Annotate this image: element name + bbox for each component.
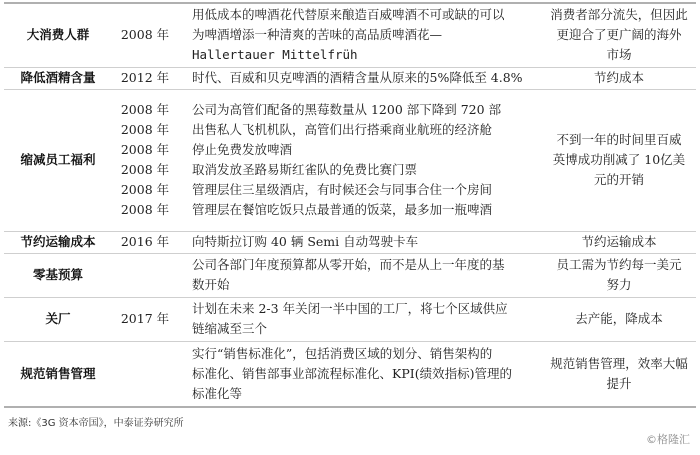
- description-line: 标准化、销售部事业部流程标准化、KPI(绩效指标)管理的: [192, 365, 512, 381]
- year-cell: 2012 年: [112, 67, 178, 89]
- description-cell: [178, 297, 542, 341]
- description-line: 数开始: [192, 277, 230, 292]
- table-row: [4, 3, 696, 67]
- source-note: 来源:《3G 资本帝国》，中泰证券研究所: [8, 418, 184, 429]
- description-cell: 向特斯拉订购 40 辆 Semi 自动驾驶卡车: [178, 231, 542, 253]
- result-cell: [542, 89, 696, 231]
- year-cell: 2016 年: [112, 231, 178, 253]
- description-cell: [178, 3, 542, 67]
- year-line: 2008 年: [120, 142, 170, 157]
- table-row: [4, 231, 696, 253]
- result-cell: [542, 3, 696, 67]
- year-line: 2008 年: [120, 122, 170, 137]
- description-line: 用低成本的啤酒花代替原来酿造百威啤酒不可或缺的可以: [192, 7, 505, 23]
- description-line: 计划在未来 2-3 年关闭一半中国的工厂，将七个区域供应: [192, 301, 508, 316]
- description-line: 管理层住三星级酒店，有时候还会与同事合住一个房间: [192, 182, 493, 197]
- year-line: 2008 年: [120, 202, 170, 217]
- description-line: 出售私人飞机机队，高管们出行搭乘商业航班的经济舱: [192, 122, 493, 137]
- category-cell: 降低酒精含量: [4, 67, 112, 89]
- table-row: [4, 253, 696, 297]
- result-line: 不到一年的时间里百威: [556, 132, 682, 147]
- year-line: 2008 年: [120, 182, 170, 197]
- description-line: Hallertauer Mittelfrüh: [192, 47, 358, 63]
- cost-measures-table: [4, 2, 696, 408]
- result-cell: 去产能，降成本: [542, 297, 696, 341]
- category-cell: 缩减员工福利: [4, 89, 112, 231]
- table-row: [4, 297, 696, 341]
- category-cell: 规范销售管理: [4, 341, 112, 407]
- watermark: ©格隆汇: [646, 433, 690, 446]
- year-cell: [112, 253, 178, 297]
- result-line: 消费者部分流失，但因此: [550, 7, 688, 23]
- description-line: 取消发放圣路易斯红雀队的免费比赛门票: [192, 162, 418, 177]
- description-line: 管理层在餐馆吃饭只点最普通的饭菜，最多加一瓶啤酒: [192, 202, 493, 217]
- table-row: [4, 67, 696, 89]
- category-cell: 大消费人群: [4, 3, 112, 67]
- description-line: 停止免费发放啤酒: [192, 142, 293, 157]
- result-cell: 节约成本: [542, 67, 696, 89]
- result-line: 员工需为节约每一美元: [556, 257, 682, 272]
- result-cell: [542, 253, 696, 297]
- description-line: 标准化等: [192, 385, 243, 401]
- description-line: 为啤酒增添一种清爽的苦味的高品质啤酒花—: [192, 27, 443, 43]
- result-line: 提升: [606, 375, 632, 391]
- description-line: 实行“销售标准化”，包括消费区域的划分、销售架构的: [192, 345, 493, 361]
- table-row: [4, 341, 696, 407]
- category-cell: 零基预算: [4, 253, 112, 297]
- description-cell: [178, 253, 542, 297]
- table-row: [4, 89, 696, 231]
- year-line: 2008 年: [120, 162, 170, 177]
- result-cell: [542, 341, 696, 407]
- year-cell: 2017 年: [112, 297, 178, 341]
- description-line: 公司为高管们配备的黑莓数量从 1200 部下降到 720 部: [192, 102, 502, 117]
- result-cell: 节约运输成本: [542, 231, 696, 253]
- result-line: 更迎合了更广阔的海外: [556, 27, 682, 43]
- description-cell: [178, 89, 542, 231]
- category-cell: 节约运输成本: [4, 231, 112, 253]
- result-line: 努力: [606, 277, 632, 292]
- category-cell: 关厂: [4, 297, 112, 341]
- result-line: 市场: [606, 47, 632, 63]
- result-line: 英博成功削减了 10亿美: [552, 152, 686, 167]
- description-line: 公司各部门年度预算都从零开始，而不是从上一年度的基: [192, 257, 505, 272]
- year-cell: 2008 年: [112, 3, 178, 67]
- result-line: 规范销售管理，效率大幅: [550, 355, 688, 371]
- result-line: 元的开销: [593, 172, 644, 187]
- year-cell: [112, 89, 178, 231]
- year-cell: [112, 341, 178, 407]
- description-line: 链缩减至三个: [192, 321, 268, 336]
- description-cell: 时代、百威和贝克啤酒的酒精含量从原来的5%降低至 4.8%: [178, 67, 542, 89]
- year-line: 2008 年: [120, 102, 170, 117]
- description-cell: [178, 341, 542, 407]
